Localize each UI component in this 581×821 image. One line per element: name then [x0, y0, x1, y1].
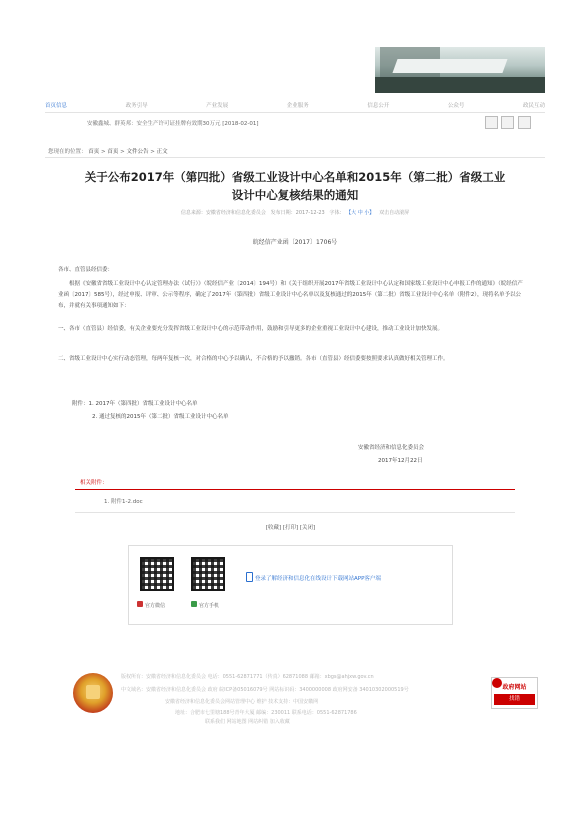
nav-item-industry[interactable]: 产业发展 — [206, 103, 229, 109]
title-line: 设计中心复核结果的通知 — [231, 188, 359, 202]
document-icon[interactable] — [518, 116, 531, 129]
breadcrumb-prefix: 您现在的位置： — [48, 149, 87, 155]
nav-item-guide[interactable]: 政务引导 — [125, 103, 148, 109]
breadcrumb-separator: > — [120, 149, 125, 155]
signature-org: 安徽省经济和信息化委员会 — [358, 445, 425, 451]
breadcrumb-divider — [45, 157, 545, 158]
footer-line: 安徽省经济和信息化委员会网站管理中心 维护 技术支持：中国安徽网 — [165, 699, 319, 705]
breadcrumb-item: 正文 — [156, 149, 168, 155]
page-title — [60, 168, 530, 204]
related-attachments-title: 相关附件： — [80, 480, 108, 486]
weibo-icon[interactable] — [485, 116, 498, 129]
auto-scroll-hint: 双击自动滚屏 — [379, 210, 410, 216]
party-emblem-icon[interactable] — [73, 673, 113, 713]
body-paragraph: 根据《安徽省省级工业设计中心认定管理办法（试行）》（皖经信产业〔2014〕194号）和《关于组织开展2017年省级工业设计中心认定和国家级工业设计中心申报工作的通知》（皖经信产业函〔2017〕585号），经过申报、评审、公示等程序，确定了2017年（第四批）省级工业设计中心名单以及复核通过的2015年（第二批）省级工业设计中心名单（附件2），现将名单予以公布，并就有关事项通知如下： — [58, 281, 523, 309]
attachment-line: 附件：1. 2017年（第四批）省级工业设计中心名单 — [72, 401, 198, 407]
nav-item-public[interactable]: 公众号 — [447, 103, 465, 109]
article-actions[interactable]: [收藏] [打印] [关闭] — [265, 525, 316, 531]
body-paragraph: 一、各市（直管县）经信委，有关企业要充分发挥省级工业设计中心的示范带动作用，鼓励和引导更多的企业重视工业设计中心建设，推动工业设计加快发展。 — [58, 326, 444, 332]
salutation: 各市、直管县经信委： — [58, 267, 114, 273]
nav-divider — [45, 112, 545, 113]
news-ticker[interactable]: 安徽鑫城、群英邦：安全生产许可证挂牌有效期30万元 [2018-02-01] — [87, 121, 259, 127]
breadcrumb-item[interactable]: 文件公告 — [126, 149, 149, 155]
document-number: 皖经信产业函〔2017〕1706号 — [252, 239, 338, 246]
footer-line: 地址：合肥市七里塘188号青年大厦 邮编：230011 联系电话：0551-62871786 — [175, 710, 357, 716]
camera-icon[interactable] — [501, 116, 514, 129]
font-size-toggle[interactable]: 【大 中 小】 — [346, 210, 375, 216]
weibo-icon — [137, 601, 143, 607]
nav-item-interaction[interactable]: 政民互动 — [522, 103, 545, 109]
qr-label: 官方手机 — [199, 603, 220, 609]
qr-code-panel — [128, 545, 453, 625]
signature-date: 2017年12月22日 — [378, 458, 423, 464]
meta-source: 信息来源：安徽省经济和信息化委员会 — [180, 210, 266, 216]
meta-font-label: 字体： — [329, 210, 345, 216]
app-download-link[interactable]: 登录了解经济和信息化在线设计下载网站APP客户端 — [255, 576, 381, 582]
footer-links[interactable]: 联系我们 网站地图 网站纠错 加入收藏 — [205, 719, 290, 725]
nav-item-enterprise[interactable]: 企业服务 — [286, 103, 309, 109]
header-banner-image — [375, 47, 545, 93]
badge-top-text: 政府网站 — [502, 684, 527, 691]
breadcrumb-item[interactable]: 首页 — [107, 149, 119, 155]
nav-item-home[interactable]: 首页信息 — [45, 103, 68, 109]
breadcrumb-separator: > — [101, 149, 106, 155]
title-line: 关于公布2017年（第四批）省级工业设计中心名单和2015年（第二批）省级工业 — [84, 170, 506, 184]
wechat-icon — [191, 601, 197, 607]
gov-site-error-badge[interactable] — [491, 677, 538, 709]
breadcrumb-separator: > — [150, 149, 155, 155]
meta-date: 发布日期：2017-12-23 — [270, 210, 325, 216]
article-meta — [60, 209, 530, 216]
related-bottom-divider — [75, 512, 515, 513]
breadcrumb-item[interactable]: 首页 — [88, 149, 100, 155]
phone-icon — [246, 572, 253, 582]
footer-line: 版权所有：安徽省经济和信息化委员会 电话：0551-62871771（传真）62871088 邮箱：xbgs@ahjxw.gov.cn — [121, 674, 374, 680]
qr-label: 官方微信 — [145, 603, 166, 609]
badge-bottom-text: 找错 — [494, 694, 535, 705]
main-nav — [45, 101, 545, 111]
related-attachment-link[interactable]: 1. 附件1-2.doc — [104, 499, 143, 505]
body-paragraph: 二、省级工业设计中心实行动态管理，每两年复核一次，对合格的中心予以确认，不合格的予以撤销。各市（直管县）经信委要按照要求认真做好相关管理工作。 — [58, 356, 449, 362]
breadcrumb — [48, 147, 168, 155]
related-divider — [75, 489, 515, 490]
wechat-qr-code — [140, 557, 174, 591]
nav-item-disclosure[interactable]: 信息公开 — [367, 103, 390, 109]
attachment-line: 2. 通过复核的2015年（第二批）省级工业设计中心名单 — [92, 414, 229, 420]
app-qr-code — [191, 557, 225, 591]
footer-line: 中文域名：安徽省经济和信息化委员会 政府 皖ICP备05016079号 网站标识码：3400000008 政府网安备 34010302000519号 — [121, 687, 409, 693]
